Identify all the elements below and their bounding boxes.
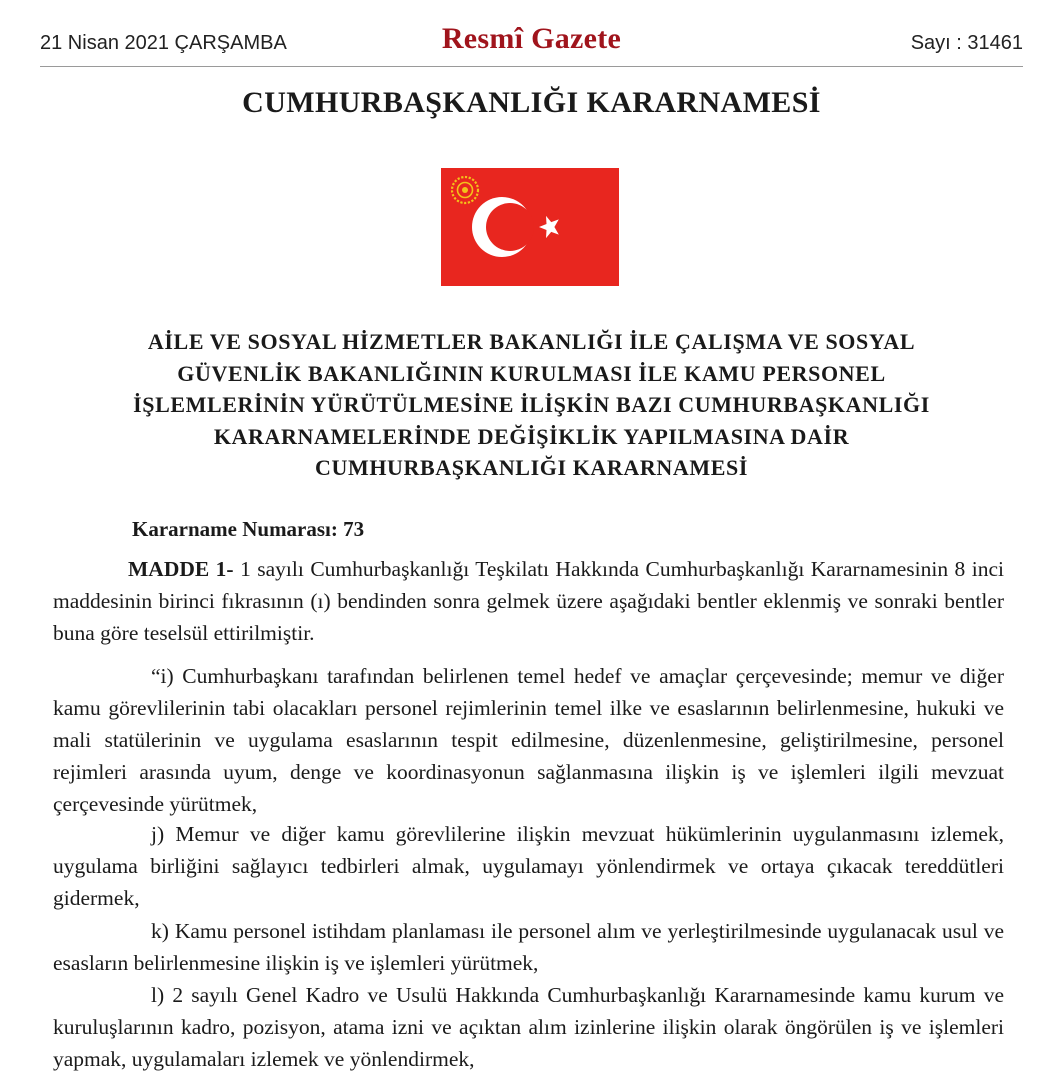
decree-title-line: GÜVENLİK BAKANLIĞININ KURULMASI İLE KAMU PERSONEL (177, 360, 886, 386)
decree-title-line: KARARNAMELERİNDE DEĞİŞİKLİK YAPILMASINA DAİR (213, 423, 850, 449)
clause-j-paragraph (53, 818, 1004, 914)
article-1-text: 1 sayılı Cumhurbaşkanlığı Teşkilatı Hakkında Cumhurbaşkanlığı Kararnamesinin 8 inci maddesinin birinci fıkrasının (ı) bendinden sonra gelmek üzere aşağıdaki bentler eklenmiş ve sonraki bentler buna göre teselsül ettirilmiştir. (53, 557, 1005, 645)
clause-l-paragraph (53, 979, 1004, 1075)
document-type-heading: CUMHURBAŞKANLIĞI KARARNAMESİ (242, 86, 821, 119)
article-1-label: MADDE 1- (128, 557, 234, 581)
gazette-header (40, 22, 1023, 62)
clause-k-paragraph (53, 915, 1004, 979)
decree-title-line: AİLE VE SOSYAL HİZMETLER BAKANLIĞI İLE ÇALIŞMA VE SOSYAL (147, 329, 916, 354)
decree-title-line: CUMHURBAŞKANLIĞI KARARNAMESİ (315, 455, 748, 480)
clause-l-text: l) 2 sayılı Genel Kadro ve Usulü Hakkında Cumhurbaşkanlığı Kararnamesinde kamu kurum ve kuruluşlarının kadro, pozisyon, atama izni ve açıktan alım izinlerine ilişkin olarak öngörülen iş ve işlemleri yapmak, uygulamaları izlemek ve yönlendirmek, (53, 983, 1004, 1071)
decree-number-label: Kararname Numarası: (132, 517, 338, 541)
clause-k-text: k) Kamu personel istihdam planlaması ile personel alım ve yerleştirilmesinde uygulanacak usul ve esasların belirlenmesine ilişkin iş ve işlemleri yürütmek, (53, 919, 1004, 975)
clause-i-text: “i) Cumhurbaşkanı tarafından belirlenen temel hedef ve amaçlar çerçevesinde; memur ve diğer kamu görevlilerinin tabi olacakları personel rejimlerinin temel ilke ve esaslarının belirlenmesine, hukuki ve mali statülerinin ve uygulama esaslarının tespit edilmesine, düzenlenmesine, geliştirilmesine, personel rejimleri arasında uyum, denge ve koordinasyonun sağlanmasına ilişkin iş ve işlemleri ilgili mevzuat çerçevesinde yürütmek, (53, 664, 1004, 816)
decree-number-value: 73 (343, 517, 365, 541)
gazette-brand: Resmî Gazete (441, 22, 622, 55)
issue-date: 21 Nisan 2021 ÇARŞAMBA (40, 32, 287, 54)
decree-title (60, 326, 1003, 484)
issue-number: Sayı : 31461 (910, 32, 1023, 54)
clause-i-paragraph (53, 660, 1004, 820)
decree-number (132, 517, 364, 542)
decree-title-line: İŞLEMLERİNİN YÜRÜTÜLMESİNE İLİŞKİN BAZI CUMHURBAŞKANLIĞI (133, 392, 930, 417)
header-divider (40, 66, 1023, 67)
clause-j-text: j) Memur ve diğer kamu görevlilerine ilişkin mevzuat hükümlerinin uygulanmasını izlemek, uygulama birliğini sağlayıcı tedbirleri almak, uygulamayı yönlendirmek ve ortaya çıkacak tereddütleri gidermek, (53, 822, 1004, 910)
turkish-flag-icon (441, 168, 619, 286)
article-1-paragraph (53, 553, 1004, 649)
